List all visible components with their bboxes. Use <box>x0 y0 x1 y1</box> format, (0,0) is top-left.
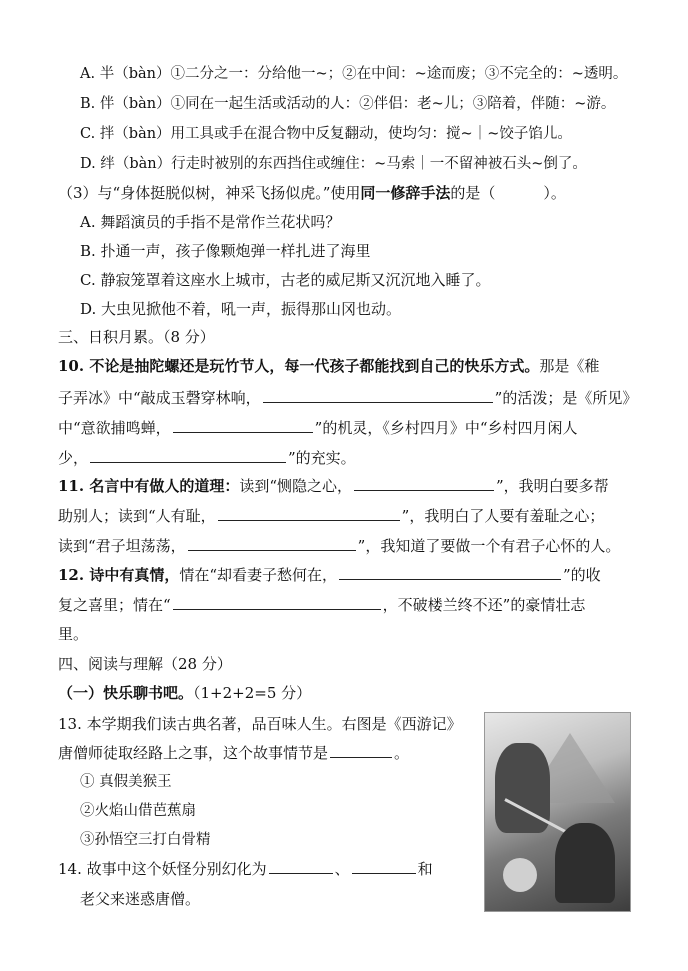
question-13-line1: 13. 本学期我们读古典名著，品百味人生。右图是《西游记》 <box>58 715 462 733</box>
question-12-line3: 里。 <box>58 625 89 643</box>
question-14-line2: 老父来迷惑唐僧。 <box>80 890 201 908</box>
option-c-ban: C. 拌（bàn）用工具或手在混合物中反复翻动，使均匀：搅~｜~饺子馅儿。 <box>80 126 572 142</box>
question-13-line2: 唐僧师徒取经路上之事，这个故事情节是 。 <box>58 744 410 762</box>
section-4-heading: 四、阅读与理解（28 分） <box>58 655 232 673</box>
blank-12-1[interactable] <box>339 565 561 580</box>
question-11-line2: 助别人；读到“人有耻， ”，我明白了人要有羞耻之心； <box>58 507 605 525</box>
blank-14-2[interactable] <box>352 859 416 874</box>
choice-13-2: ②火焰山借芭蕉扇 <box>80 803 196 819</box>
figure-shape-lower <box>555 823 615 903</box>
choice-13-1: ① 真假美猴王 <box>80 774 172 790</box>
blank-14-1[interactable] <box>269 859 333 874</box>
option-a-ban: A. 半（bàn）①二分之一：分给他一~；②在中间：~途而废；③不完全的：~透明。 <box>80 66 628 82</box>
part-1-heading: （一）快乐聊书吧。（1+2+2=5 分） <box>58 684 312 702</box>
blank-12-2[interactable] <box>173 595 381 610</box>
blank-10-1[interactable] <box>263 388 493 403</box>
option-b-ban: B. 伴（bàn）①同在一起生活或活动的人：②伴侣：老~儿；③陪着，伴随：~游。 <box>80 96 616 112</box>
choice-13-3: ③孙悟空三打白骨精 <box>80 832 211 848</box>
question-11-line3: 读到“君子坦荡荡， ”，我知道了要做一个有君子心怀的人。 <box>58 537 621 555</box>
section-3-heading: 三、日积月累。（8 分） <box>58 328 215 346</box>
question-3: （3）与“身体挺脱似树，神采飞扬似虎。”使用同一修辞手法的是（ ）。 <box>58 184 566 202</box>
blank-11-1[interactable] <box>354 476 494 491</box>
question-10-line2: 子弄冰》中“敲成玉磬穿林响， ”的活泼；是《所见》 <box>58 389 638 407</box>
blank-11-3[interactable] <box>188 536 356 551</box>
question-10-line4: 少， ”的充实。 <box>58 449 356 467</box>
blank-10-2[interactable] <box>173 418 313 433</box>
choice-b: B. 扑通一声，孩子像颗炮弹一样扎进了海里 <box>80 242 371 260</box>
question-10-line3: 中“意欲捕鸣蝉， ”的机灵，《乡村四月》中“乡村四月闲人 <box>58 419 578 437</box>
choice-d: D. 大虫见掀他不着，吼一声，振得那山冈也动。 <box>80 300 402 318</box>
question-11-line1: 11. 名言中有做人的道理：读到“恻隐之心， ”，我明白要多帮 <box>58 477 609 495</box>
option-d-ban: D. 绊（bàn）行走时被别的东西挡住或缠住：~马索｜一不留神被石头~倒了。 <box>80 156 587 172</box>
blank-11-2[interactable] <box>218 506 400 521</box>
choice-c: C. 静寂笼罩着这座水上城市，古老的威尼斯又沉沉地入睡了。 <box>80 271 491 289</box>
question-14-line1: 14. 故事中这个妖怪分别幻化为 、 和 <box>58 860 433 878</box>
question-12-line1: 12. 诗中有真情，情在“却看妻子愁何在， ”的收 <box>58 566 601 584</box>
question-10-line1: 10. 不论是抽陀螺还是玩竹节人，每一代孩子都能找到自己的快乐方式。那是《稚 <box>58 357 600 375</box>
face-shape <box>503 858 537 892</box>
blank-13[interactable] <box>330 743 392 758</box>
choice-a: A. 舞蹈演员的手指不是常作兰花状吗？ <box>80 213 341 231</box>
question-12-line2: 复之喜里；情在“ ，不破楼兰终不还”的豪情壮志 <box>58 596 586 614</box>
journey-west-illustration <box>484 712 631 912</box>
blank-10-3[interactable] <box>90 448 286 463</box>
